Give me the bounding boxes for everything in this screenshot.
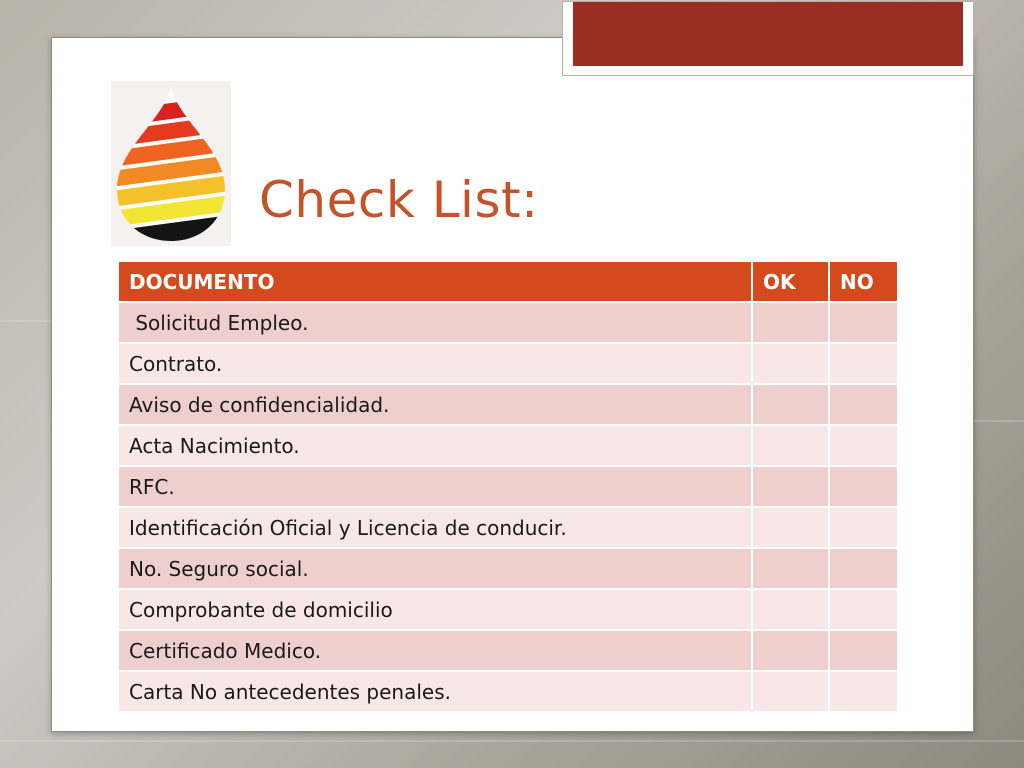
table-header-row: [118, 261, 898, 302]
flame-drop-logo-svg: [111, 81, 231, 246]
background-line: [0, 740, 1024, 742]
ok-check-cell[interactable]: [752, 589, 829, 630]
table-row: [118, 302, 898, 343]
ok-check-cell[interactable]: [752, 507, 829, 548]
column-header-no: NO: [829, 261, 898, 302]
page-title: Check List:: [259, 171, 539, 229]
table-row: [118, 548, 898, 589]
document-cell: Identificación Oficial y Licencia de conducir.: [118, 507, 752, 548]
checklist-table: [117, 260, 899, 713]
no-check-cell[interactable]: [829, 302, 898, 343]
column-header-document: DOCUMENTO: [118, 261, 752, 302]
table-row: [118, 466, 898, 507]
background-line: [972, 420, 1024, 422]
accent-tab-fill: [573, 2, 963, 66]
document-cell: Contrato.: [118, 343, 752, 384]
no-check-cell[interactable]: [829, 548, 898, 589]
flame-drop-logo-icon: [111, 81, 231, 246]
accent-tab: [562, 1, 974, 76]
ok-check-cell[interactable]: [752, 548, 829, 589]
ok-check-cell[interactable]: [752, 466, 829, 507]
no-check-cell[interactable]: [829, 630, 898, 671]
document-cell: No. Seguro social.: [118, 548, 752, 589]
ok-check-cell[interactable]: [752, 302, 829, 343]
ok-check-cell[interactable]: [752, 343, 829, 384]
document-cell: Certificado Medico.: [118, 630, 752, 671]
no-check-cell[interactable]: [829, 589, 898, 630]
document-cell: Aviso de confidencialidad.: [118, 384, 752, 425]
ok-check-cell[interactable]: [752, 671, 829, 712]
ok-check-cell[interactable]: [752, 425, 829, 466]
document-cell: Acta Nacimiento.: [118, 425, 752, 466]
table-row: [118, 671, 898, 712]
table-row: [118, 384, 898, 425]
document-cell: Solicitud Empleo.: [118, 302, 752, 343]
no-check-cell[interactable]: [829, 466, 898, 507]
document-cell: Comprobante de domicilio: [118, 589, 752, 630]
no-check-cell[interactable]: [829, 343, 898, 384]
no-check-cell[interactable]: [829, 671, 898, 712]
table-row: [118, 507, 898, 548]
no-check-cell[interactable]: [829, 425, 898, 466]
slide-panel: [51, 37, 974, 732]
document-cell: RFC.: [118, 466, 752, 507]
table-row: [118, 343, 898, 384]
table-row: [118, 630, 898, 671]
table-row: [118, 589, 898, 630]
no-check-cell[interactable]: [829, 507, 898, 548]
ok-check-cell[interactable]: [752, 384, 829, 425]
column-header-ok: OK: [752, 261, 829, 302]
background-line: [0, 320, 51, 322]
table-row: [118, 425, 898, 466]
no-check-cell[interactable]: [829, 384, 898, 425]
ok-check-cell[interactable]: [752, 630, 829, 671]
document-cell: Carta No antecedentes penales.: [118, 671, 752, 712]
